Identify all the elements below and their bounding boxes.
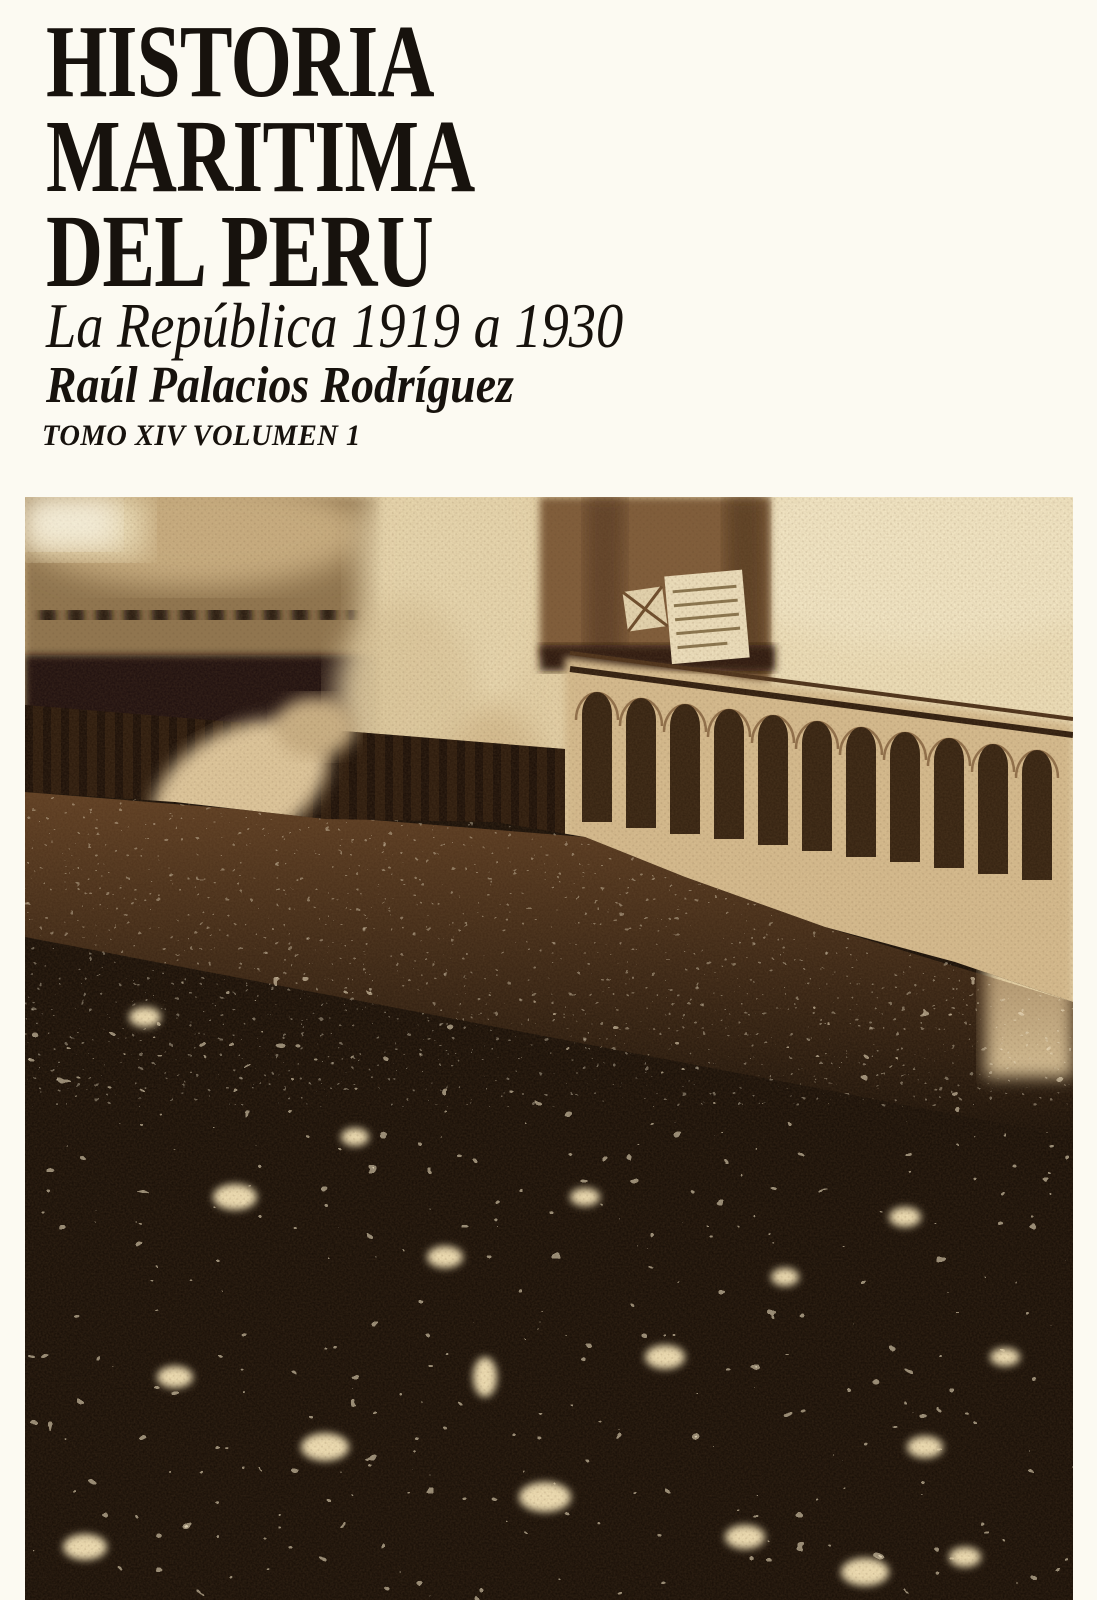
- cover-photo: [25, 497, 1073, 1600]
- book-subtitle: La República 1919 a 1930: [46, 290, 624, 361]
- photo-grain-overlay: [25, 497, 1073, 1600]
- cover-photo-art: [25, 497, 1073, 1600]
- title-line-3: DEL PERU: [46, 194, 434, 309]
- title-line-2: MARITIMA: [46, 99, 475, 214]
- book-author: Raúl Palacios Rodríguez: [46, 357, 514, 414]
- volume-label: TOMO XIV VOLUMEN 1: [42, 419, 361, 452]
- title-line-1: HISTORIA: [46, 4, 434, 119]
- photo-corner-fade: [25, 497, 115, 547]
- book-title: [46, 4, 475, 309]
